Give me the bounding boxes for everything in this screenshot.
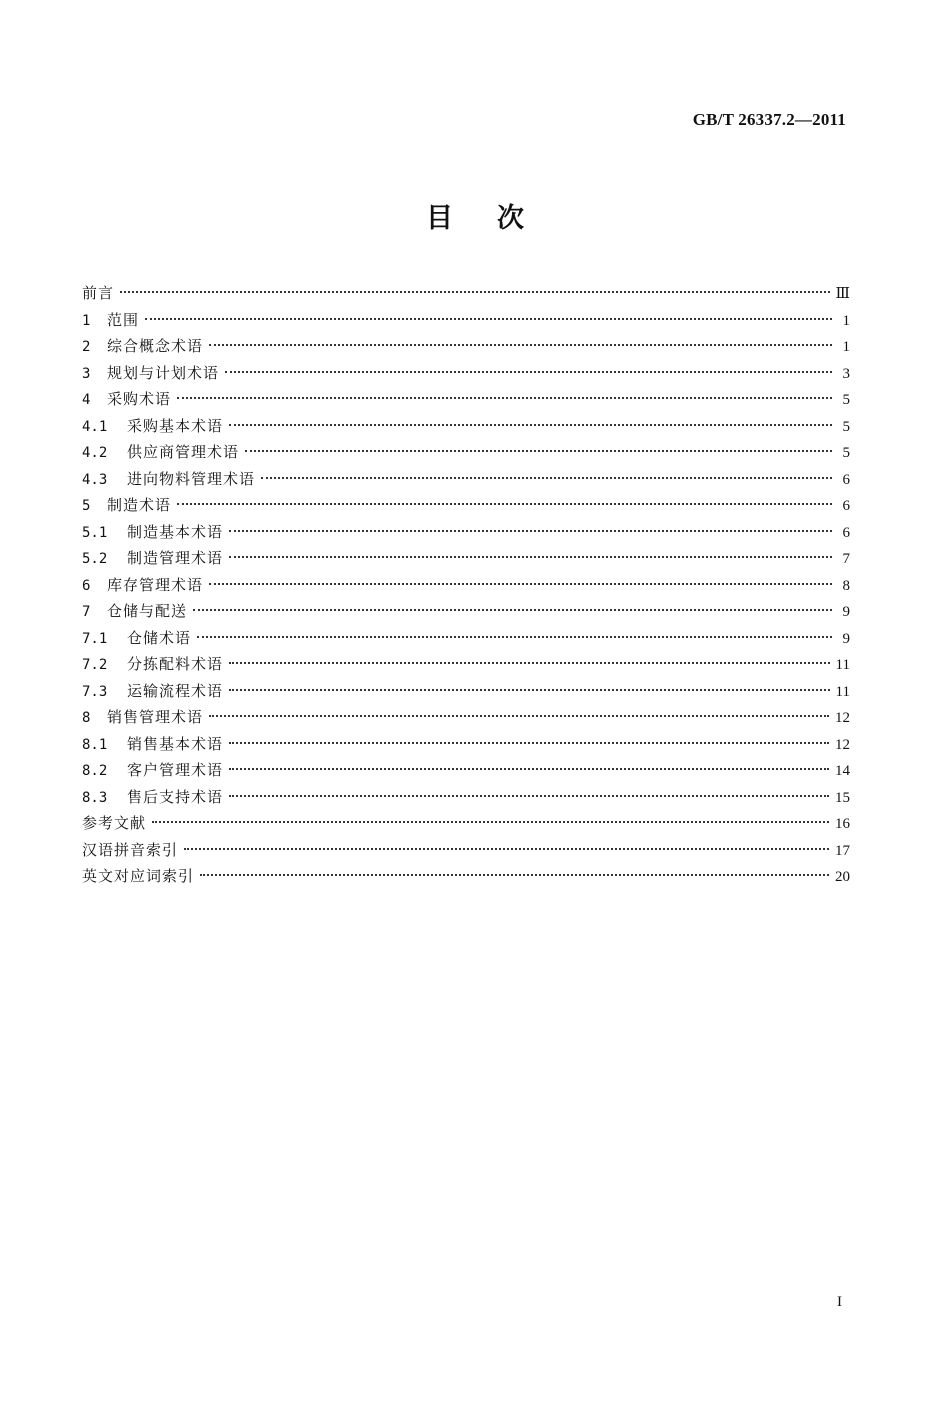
page-title: 目次: [426, 203, 568, 234]
toc-entry-label: 综合概念术语: [107, 337, 204, 355]
toc-entry-number: 2: [82, 339, 91, 355]
toc-entry-label: 客户管理术语: [127, 761, 224, 779]
toc-entry-number: 5: [82, 498, 91, 514]
toc-entry-page: Ⅲ: [835, 286, 850, 302]
toc-entry-page: 6: [842, 498, 850, 514]
toc-entry[interactable]: [82, 651, 850, 678]
toc-entry-page: 6: [842, 471, 850, 488]
toc-entry-number: 7.1: [82, 630, 108, 647]
toc-entry[interactable]: [82, 704, 850, 731]
toc-leader-dots: [145, 318, 832, 320]
toc-leader-dots: [209, 583, 832, 585]
toc-entry-label: 规划与计划术语: [107, 363, 220, 382]
toc-entry-page: 9: [842, 630, 850, 647]
toc-leader-dots: [229, 424, 832, 426]
toc-entry-number: 4.1: [82, 418, 108, 435]
toc-leader-dots: [245, 450, 832, 452]
toc-leader-dots: [120, 291, 830, 293]
toc-entry[interactable]: [82, 307, 850, 334]
toc-entry[interactable]: [82, 439, 850, 466]
toc-entry[interactable]: [82, 837, 850, 864]
toc-entry-page: 11: [835, 683, 850, 700]
toc-entry-label: 前言: [82, 284, 115, 302]
toc-leader-dots: [229, 556, 832, 558]
standard-code: GB/T 26337.2—2011: [692, 110, 846, 129]
toc-entry-number: 6: [82, 577, 91, 594]
toc-entry-label: 仓储与配送: [107, 602, 188, 620]
toc-leader-dots: [177, 397, 832, 399]
toc-entry-page: 5: [842, 445, 850, 461]
toc-entry[interactable]: [82, 413, 850, 440]
toc-leader-dots: [261, 477, 832, 479]
toc-entry-number: 5.1: [82, 524, 108, 541]
toc-entry[interactable]: [82, 572, 850, 599]
toc-entry-number: 4.2: [82, 445, 108, 461]
toc-entry-page: 11: [835, 657, 850, 673]
toc-leader-dots: [193, 609, 832, 611]
toc-entry-page: 12: [835, 710, 850, 726]
toc-entry-label: 进向物料管理术语: [127, 469, 256, 488]
toc-entry-page: 6: [842, 524, 850, 541]
toc-entry[interactable]: [82, 678, 850, 705]
toc-entry-label: 制造术语: [107, 496, 172, 514]
toc-entry-label: 参考文献: [82, 814, 147, 832]
toc-entry[interactable]: [82, 333, 850, 360]
toc-entry-number: 4.3: [82, 471, 108, 488]
page-number: I: [837, 1294, 842, 1310]
toc-leader-dots: [152, 821, 829, 823]
toc-entry-page: 5: [842, 392, 850, 408]
toc-entry[interactable]: [82, 731, 850, 758]
toc-entry-number: 5.2: [82, 551, 108, 567]
toc-entry[interactable]: [82, 280, 850, 307]
toc-entry[interactable]: [82, 360, 850, 387]
toc-entry[interactable]: [82, 810, 850, 837]
toc-leader-dots: [225, 371, 832, 373]
toc-leader-dots: [184, 848, 829, 850]
toc-leader-dots: [209, 715, 829, 717]
toc-entry[interactable]: [82, 598, 850, 625]
toc-entry-label: 制造基本术语: [127, 522, 224, 541]
toc-entry-label: 运输流程术语: [127, 681, 224, 700]
toc-entry[interactable]: [82, 545, 850, 572]
toc-entry-label: 制造管理术语: [127, 549, 224, 567]
toc-entry-page: 1: [842, 312, 850, 329]
toc-entry-page: 15: [835, 789, 850, 806]
toc-entry[interactable]: [82, 519, 850, 546]
toc-entry[interactable]: [82, 625, 850, 652]
toc-entry-number: 8.3: [82, 789, 108, 806]
toc-entry[interactable]: [82, 492, 850, 519]
toc-entry-label: 售后支持术语: [127, 787, 224, 806]
toc-entry-label: 英文对应词索引: [82, 867, 195, 885]
toc-entry-page: 14: [835, 763, 850, 779]
toc-entry-number: 8.2: [82, 763, 108, 779]
toc-entry-label: 供应商管理术语: [127, 443, 240, 461]
toc-entry-label: 库存管理术语: [107, 575, 204, 594]
toc-entry[interactable]: [82, 757, 850, 784]
toc-entry-number: 8: [82, 710, 91, 726]
toc-entry-number: 7: [82, 604, 91, 620]
toc-leader-dots: [200, 874, 829, 876]
toc-leader-dots: [229, 689, 830, 691]
table-of-contents: [82, 280, 850, 890]
toc-entry-label: 销售基本术语: [127, 734, 224, 753]
toc-entry-label: 采购基本术语: [127, 416, 224, 435]
toc-entry-number: 4: [82, 392, 91, 408]
toc-leader-dots: [177, 503, 832, 505]
toc-entry-page: 1: [842, 339, 850, 355]
toc-entry-page: 17: [835, 842, 850, 859]
toc-entry-page: 20: [835, 869, 850, 885]
toc-entry-page: 3: [842, 365, 850, 382]
toc-entry-label: 汉语拼音索引: [82, 840, 179, 859]
toc-leader-dots: [197, 636, 832, 638]
toc-leader-dots: [229, 768, 829, 770]
toc-entry[interactable]: [82, 784, 850, 811]
toc-entry-label: 范围: [107, 310, 140, 329]
toc-entry[interactable]: [82, 863, 850, 890]
toc-entry-label: 销售管理术语: [107, 708, 204, 726]
toc-entry-page: 12: [835, 736, 850, 753]
toc-leader-dots: [229, 742, 829, 744]
toc-entry[interactable]: [82, 466, 850, 493]
toc-leader-dots: [229, 662, 830, 664]
toc-entry[interactable]: [82, 386, 850, 413]
toc-entry-number: 1: [82, 312, 91, 329]
toc-entry-label: 仓储术语: [127, 628, 192, 647]
toc-entry-page: 16: [835, 816, 850, 832]
toc-entry-page: 5: [842, 418, 850, 435]
toc-entry-label: 采购术语: [107, 390, 172, 408]
toc-entry-label: 分拣配料术语: [127, 655, 224, 673]
toc-leader-dots: [229, 795, 829, 797]
toc-entry-page: 9: [842, 604, 850, 620]
toc-entry-number: 7.3: [82, 683, 108, 700]
toc-entry-page: 7: [842, 551, 850, 567]
toc-entry-page: 8: [842, 577, 850, 594]
toc-leader-dots: [229, 530, 832, 532]
toc-entry-number: 8.1: [82, 736, 108, 753]
toc-entry-number: 3: [82, 365, 91, 382]
toc-entry-number: 7.2: [82, 657, 108, 673]
toc-leader-dots: [209, 344, 832, 346]
